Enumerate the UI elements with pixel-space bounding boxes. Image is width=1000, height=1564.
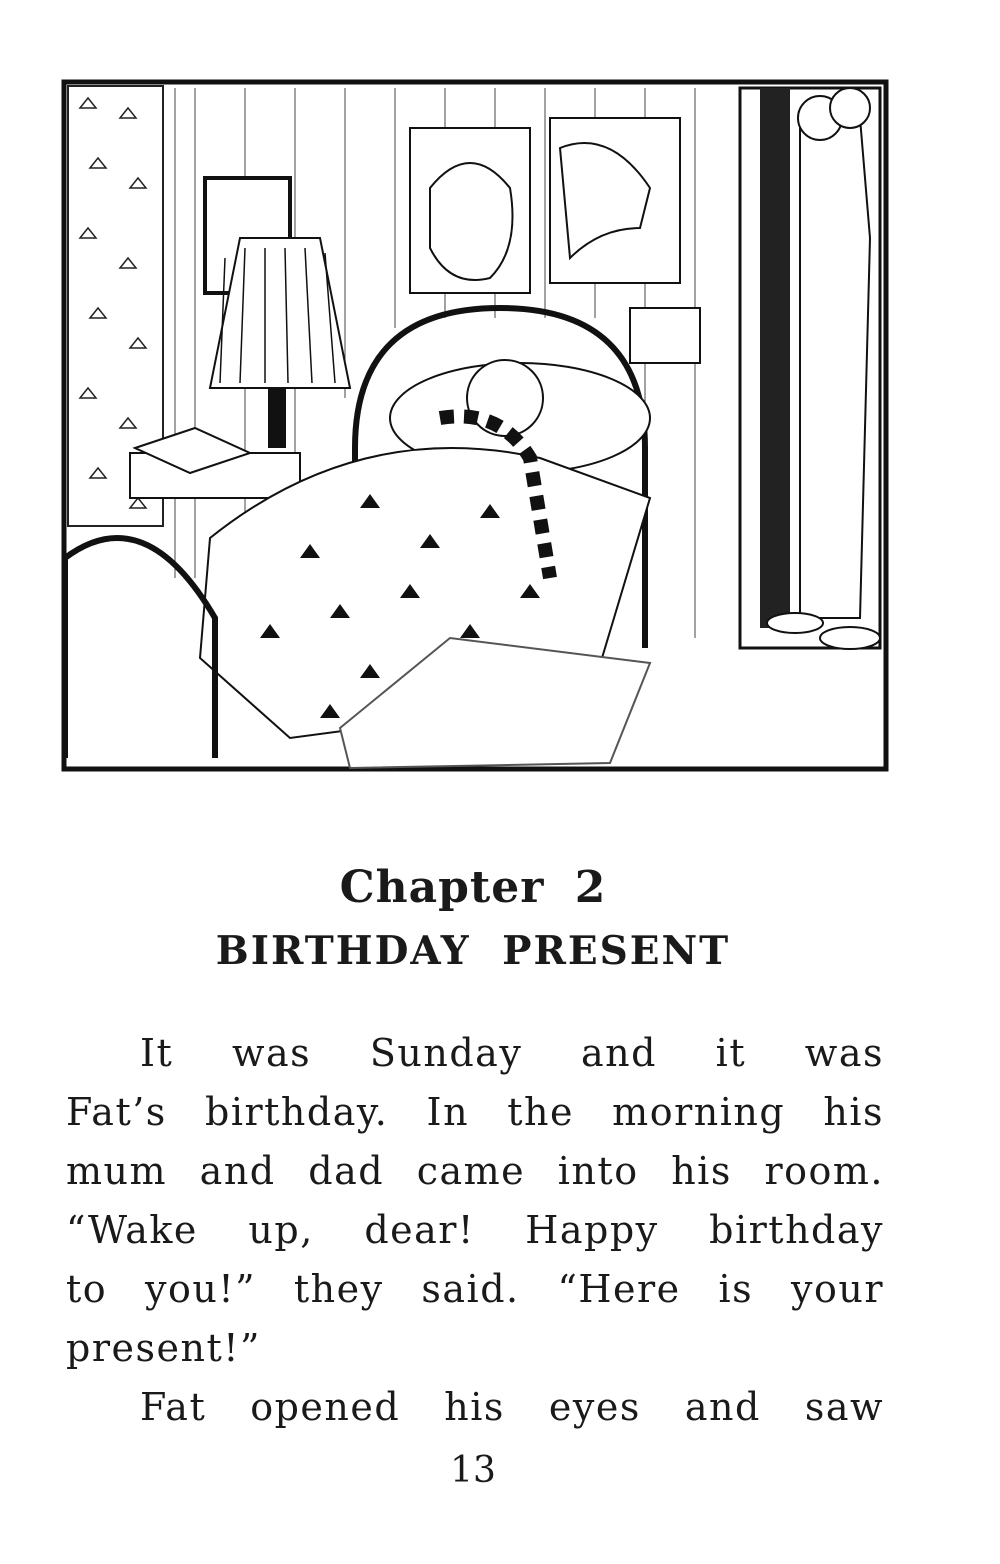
text-line: Fat opened his eyes and saw: [140, 1385, 884, 1429]
text-line: It was Sunday and it was: [140, 1031, 884, 1075]
page-number: 13: [450, 1450, 496, 1491]
body-text: [66, 1024, 884, 1437]
bedroom-illustration-icon: [60, 78, 890, 773]
text-line: present!”: [66, 1326, 261, 1370]
text-line: mum and dad came into his room.: [66, 1149, 884, 1193]
chapter-title: Chapter 2: [339, 862, 607, 913]
chapter-subtitle: BIRTHDAY PRESENT: [215, 928, 731, 974]
text-line: “Wake up, dear! Happy birthday: [66, 1208, 884, 1252]
text-line: Fat’s birthday. In the morning his: [66, 1090, 884, 1134]
text-line: to you!” they said. “Here is your: [66, 1267, 884, 1311]
bedroom-illustration: [60, 78, 890, 773]
